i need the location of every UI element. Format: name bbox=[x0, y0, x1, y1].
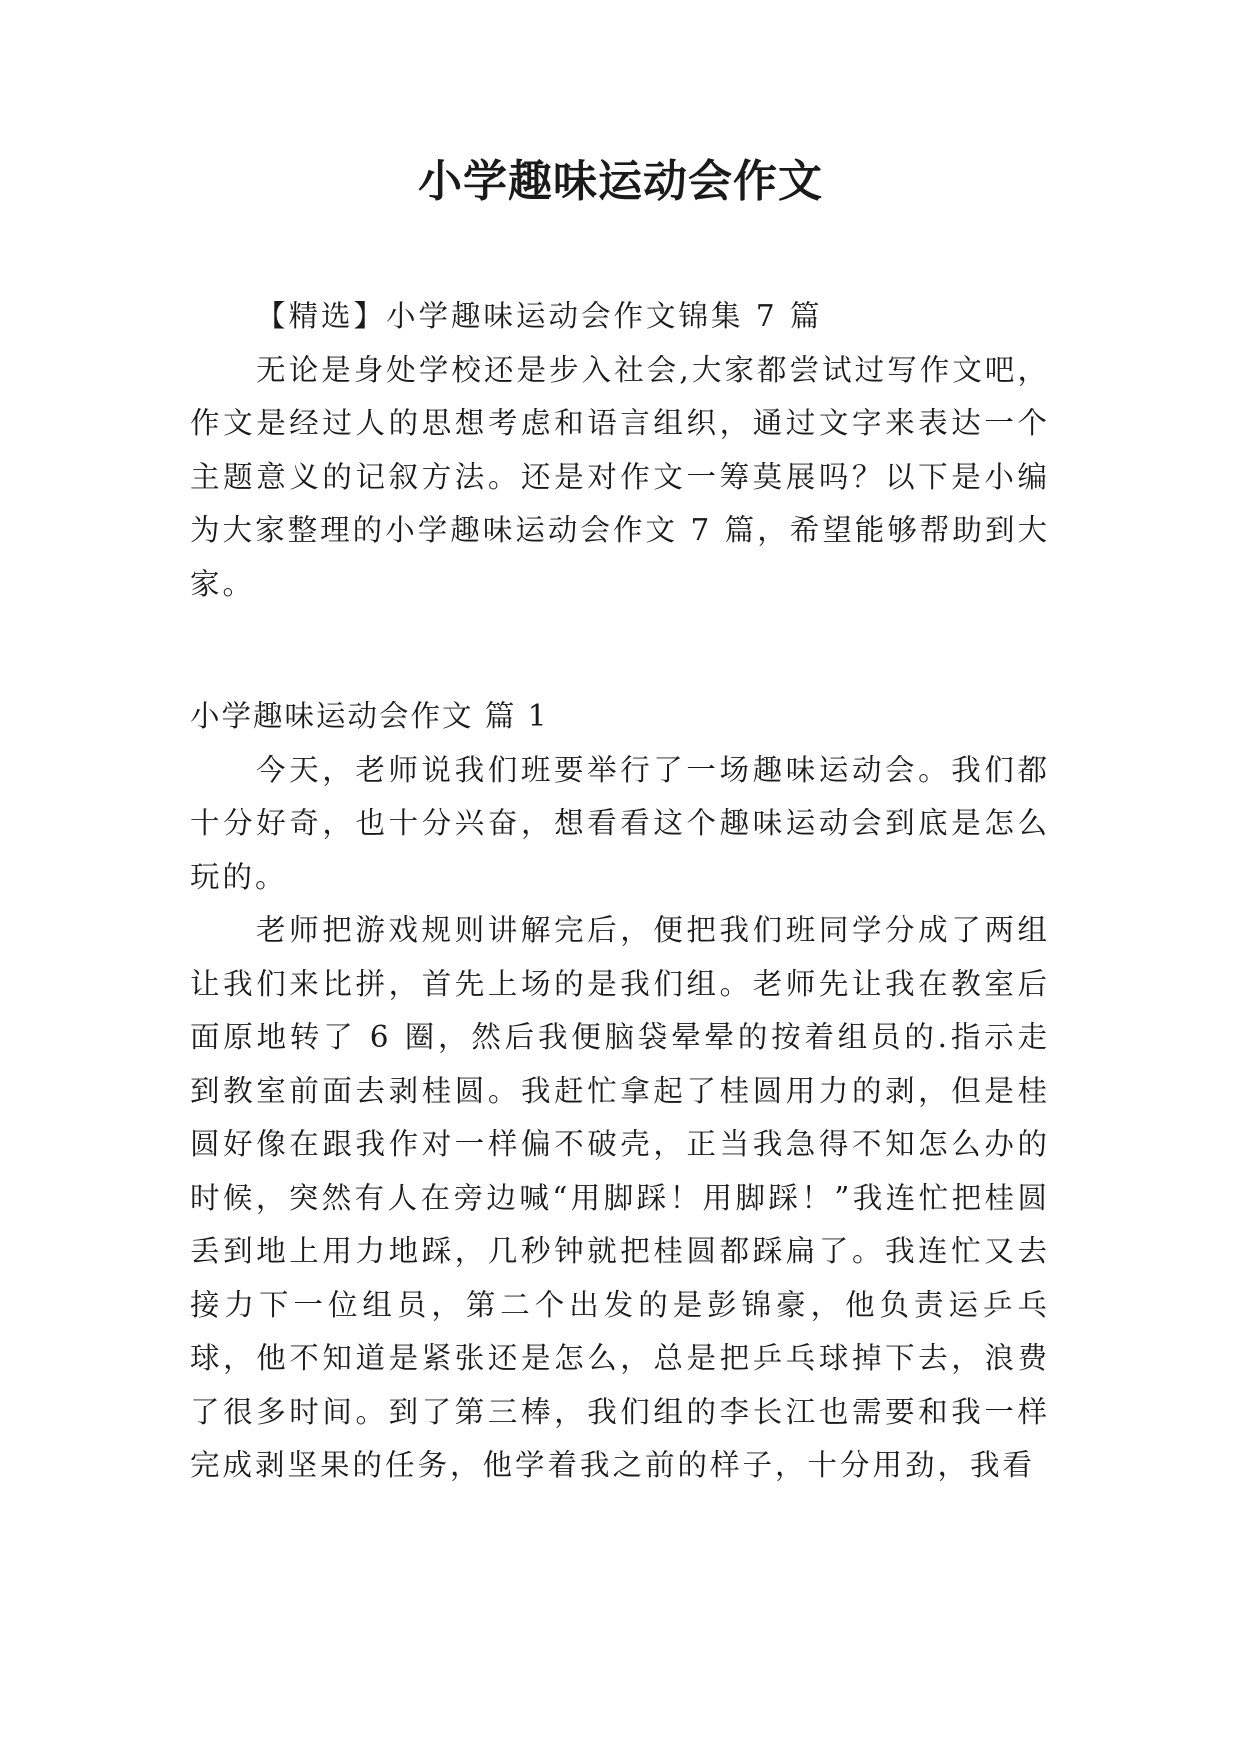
article-paragraph: 老师把游戏规则讲解完后，便把我们班同学分成了两组让我们来比拼，首先上场的是我们组。老师先让我在教室后面原地转了 6 圈，然后我便脑袋晕晕的按着组员的.指示走到教室前面去剥桂圆。我赶忙拿起了桂圆用力的剥，但是桂圆好像在跟我作对一样偏不破壳，正当我急得不知怎么办的时候，突然有人在旁边喊“用脚踩！用脚踩！”我连忙把桂圆丢到地上用力地踩，几秒钟就把桂圆都踩扁了。我连忙又去接力下一位组员，第二个出发的是彭锦豪，他负责运乒乓球，他不知道是紧张还是怎么，总是把乒乓球掉下去，浪费了很多时间。到了第三棒，我们组的李长江也需要和我一样完成剥坚果的任务，他学着我之前的样子，十分用劲，我看 bbox=[190, 913, 1050, 1482]
document-subtitle: 【精选】小学趣味运动会作文锦集 7 篇 bbox=[256, 299, 823, 333]
intro-paragraph: 无论是身处学校还是步入社会,大家都尝试过写作文吧，作文是经过人的思想考虑和语言组织，通过文字来表达一个主题意义的记叙方法。还是对作文一筹莫展吗？以下是小编为大家整理的小学趣味运动会作文 7 篇，希望能够帮助到大家。 bbox=[190, 352, 1050, 601]
section-heading: 小学趣味运动会作文 篇 1 bbox=[190, 699, 549, 733]
document-title: 小学趣味运动会作文 bbox=[418, 156, 823, 207]
article-paragraph: 今天，老师说我们班要举行了一场趣味运动会。我们都十分好奇，也十分兴奋，想看看这个趣味运动会到底是怎么玩的。 bbox=[190, 752, 1050, 894]
intro-section bbox=[190, 290, 1050, 611]
article-section bbox=[190, 690, 1050, 1493]
